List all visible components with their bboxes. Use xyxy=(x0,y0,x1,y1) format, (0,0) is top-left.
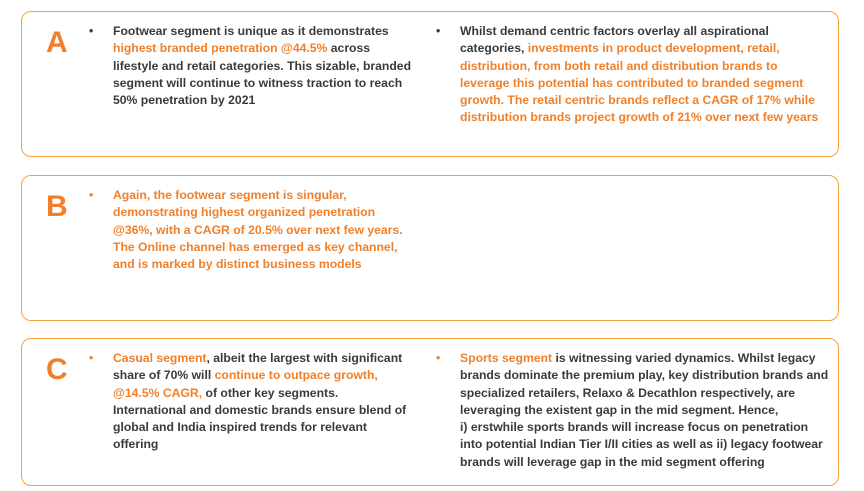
section-a-right-bullet xyxy=(436,23,822,127)
section-c-letter: C xyxy=(46,353,68,386)
highlight-text: Sports segment xyxy=(460,351,553,365)
text: Whilst demand centric factors overlay all aspirational categories, xyxy=(460,24,769,56)
section-c-right-bullet xyxy=(436,350,832,471)
section-b-left-bullet xyxy=(89,187,413,273)
text: of other key segments. International and domestic brands ensure blend of global and India inspired trends for relevant offering xyxy=(113,385,407,452)
bullet-icon: • xyxy=(89,351,94,365)
section-b-box xyxy=(21,175,839,321)
section-b-letter: B xyxy=(46,190,68,223)
highlight-text: Casual segment xyxy=(113,351,207,365)
bullet-icon: • xyxy=(89,24,94,38)
section-c-left-bullet xyxy=(89,350,413,454)
bullet-icon: • xyxy=(436,24,441,38)
section-a-letter: A xyxy=(46,26,68,59)
section-c-box xyxy=(21,338,839,486)
section-a-box xyxy=(21,11,839,157)
bullet-icon: • xyxy=(436,351,441,365)
text: Footwear segment is unique as it demonstrates xyxy=(113,24,389,38)
highlight-text: highest branded penetration @44.5% xyxy=(113,41,328,56)
section-a-left-bullet xyxy=(89,23,413,109)
text: , albeit the largest with significant share of 70% will xyxy=(113,351,403,383)
highlight-text: investments in product development, retail, distribution, from both retail and distribution brands to leverage this potential has contributed to branded segment growth. The retail centric brands reflect a CAGR of 17% while distribution brands project growth of 21% over next few years xyxy=(460,41,819,125)
text: i) erstwhile sports brands will increase focus on penetration into potential Indian Tier I/II cities as well as ii) legacy footwear brands will leverage gap in the mid segment offering xyxy=(460,420,823,469)
highlight-text: continue to outpace growth, @14.5% CAGR, xyxy=(113,368,378,400)
text: is witnessing varied dynamics. Whilst legacy brands dominate the premium play, key distribution brands and specialized retailers, Relaxo & Decathlon respectively, are leveraging the existent gap in the mid segment. Hence, xyxy=(460,351,829,417)
text: across lifestyle and retail categories. This sizable, branded segment will continue to witness traction to reach 50% penetration by 2021 xyxy=(113,41,412,108)
highlight-text: Again, the footwear segment is singular, demonstrating highest organized penetration @36%, with a CAGR of 20.5% over next few years. The Online channel has emerged as key channel, and is marked by distinct business models xyxy=(113,188,403,272)
bullet-icon: • xyxy=(89,188,94,202)
